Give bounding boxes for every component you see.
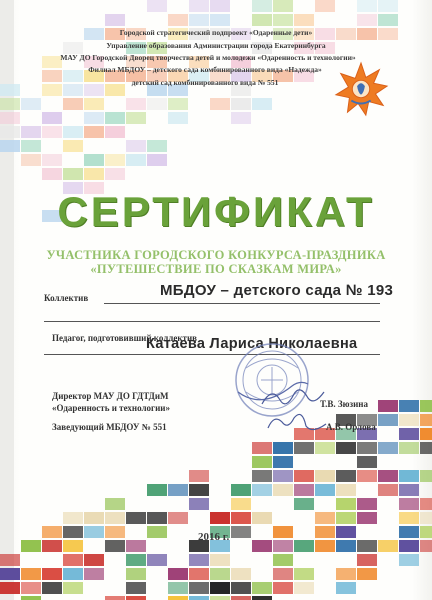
tile	[315, 0, 335, 12]
tile	[357, 456, 377, 468]
tile	[399, 484, 419, 496]
tile	[84, 568, 104, 580]
tile	[399, 414, 419, 426]
header-line-project: Городской стратегический подпроект «Одаренные дети»	[119, 28, 313, 37]
tile	[357, 498, 377, 510]
tile	[273, 456, 293, 468]
tile	[189, 484, 209, 496]
tile	[105, 126, 125, 138]
director-title-line1: Директор МАУ ДО ГДТДиМ	[52, 391, 169, 401]
tile	[420, 498, 432, 510]
tile	[357, 568, 377, 580]
tile	[273, 484, 293, 496]
tile	[420, 400, 432, 412]
tile	[126, 554, 146, 566]
tile	[210, 512, 230, 524]
tile	[273, 442, 293, 454]
tile	[378, 540, 398, 552]
tile	[336, 568, 356, 580]
tile	[42, 126, 62, 138]
tile	[273, 540, 293, 552]
tile	[357, 442, 377, 454]
tile	[210, 98, 230, 110]
tile	[126, 112, 146, 124]
tile	[168, 112, 188, 124]
tile	[42, 582, 62, 594]
tile	[42, 540, 62, 552]
tile	[126, 568, 146, 580]
tile	[231, 98, 251, 110]
tile	[273, 14, 293, 26]
tile	[42, 154, 62, 166]
tile	[189, 554, 209, 566]
tile	[42, 112, 62, 124]
tile	[189, 498, 209, 510]
tile	[378, 442, 398, 454]
tile	[168, 14, 188, 26]
tile	[252, 0, 272, 12]
tile	[210, 554, 230, 566]
tile	[63, 540, 83, 552]
tile	[42, 526, 62, 538]
tile	[21, 126, 41, 138]
tile	[336, 582, 356, 594]
tile	[273, 470, 293, 482]
tile	[273, 554, 293, 566]
teacher-underline	[44, 354, 380, 355]
director-title-line2: «Одаренность и технологии»	[52, 403, 170, 413]
tile	[0, 554, 20, 566]
head-title: Заведующий МБДОУ № 551	[52, 422, 167, 432]
tile	[126, 154, 146, 166]
tile	[378, 414, 398, 426]
tile	[378, 0, 398, 12]
tile	[252, 442, 272, 454]
tile	[315, 526, 335, 538]
tile	[105, 154, 125, 166]
tile	[147, 526, 167, 538]
tile	[378, 484, 398, 496]
tile	[105, 540, 125, 552]
tile	[294, 14, 314, 26]
tile	[21, 540, 41, 552]
tile	[105, 168, 125, 180]
tile	[84, 98, 104, 110]
tile	[252, 484, 272, 496]
tile	[399, 442, 419, 454]
tile	[84, 168, 104, 180]
tile	[336, 540, 356, 552]
tile	[252, 596, 272, 600]
tile	[231, 512, 251, 524]
tile	[420, 540, 432, 552]
tile	[420, 470, 432, 482]
orange-flame-emblem-icon	[332, 60, 390, 118]
tile	[63, 554, 83, 566]
tile	[105, 498, 125, 510]
header-line-palace: МАУ ДО Городской Дворец творчества детей и молодежи «Одаренность и технологии»	[60, 53, 356, 62]
subtitle-contest-name: «ПУТЕШЕСТВИЕ ПО СКАЗКАМ МИРА»	[90, 262, 342, 276]
tile	[0, 98, 20, 110]
tile	[210, 0, 230, 12]
tile	[357, 14, 377, 26]
tile	[126, 98, 146, 110]
tile	[189, 0, 209, 12]
tile	[294, 442, 314, 454]
tile	[84, 112, 104, 124]
tile	[126, 596, 146, 600]
tile	[399, 540, 419, 552]
tile	[105, 14, 125, 26]
header-line-administration: Управление образования Администрации города Екатеринбурга	[106, 41, 326, 50]
tile	[63, 512, 83, 524]
tile	[357, 470, 377, 482]
tile	[147, 512, 167, 524]
tile	[168, 582, 188, 594]
tile	[399, 400, 419, 412]
header-line-kindergarten: детский сад комбинированного вида № 551	[131, 78, 279, 87]
tile	[168, 512, 188, 524]
tile	[21, 596, 41, 600]
tile	[420, 414, 432, 426]
tile	[231, 484, 251, 496]
tile	[399, 428, 419, 440]
tile	[126, 140, 146, 152]
tile	[84, 526, 104, 538]
tile	[189, 582, 209, 594]
tile	[84, 154, 104, 166]
tile	[21, 568, 41, 580]
head-name: А.В. Орлова	[326, 422, 376, 432]
tile	[294, 470, 314, 482]
year: 2016 г.	[198, 531, 230, 543]
tile	[294, 582, 314, 594]
tile	[420, 512, 432, 524]
tile	[357, 554, 377, 566]
tile	[231, 596, 251, 600]
tile	[399, 512, 419, 524]
tile	[231, 526, 251, 538]
tile	[0, 112, 20, 124]
tile	[21, 154, 41, 166]
tile	[42, 168, 62, 180]
tile	[399, 470, 419, 482]
tile	[0, 568, 20, 580]
tile	[357, 540, 377, 552]
tile	[315, 442, 335, 454]
tile	[63, 526, 83, 538]
tile	[273, 582, 293, 594]
tile	[21, 98, 41, 110]
tile	[252, 512, 272, 524]
head-signature	[262, 408, 332, 438]
tile	[63, 568, 83, 580]
tile	[147, 140, 167, 152]
tile	[399, 554, 419, 566]
tile	[336, 442, 356, 454]
tile	[0, 84, 20, 96]
tile	[168, 98, 188, 110]
tile	[42, 568, 62, 580]
tile	[252, 14, 272, 26]
tile	[63, 140, 83, 152]
tile	[231, 498, 251, 510]
tile	[336, 512, 356, 524]
tile	[273, 526, 293, 538]
tile	[84, 126, 104, 138]
tile	[273, 568, 293, 580]
tile	[105, 596, 125, 600]
tile	[168, 484, 188, 496]
tile	[147, 154, 167, 166]
tile	[315, 540, 335, 552]
tile	[168, 568, 188, 580]
tile	[252, 98, 272, 110]
blank-underline	[44, 321, 380, 322]
tile	[399, 526, 419, 538]
collective-label: Коллектив	[44, 293, 89, 303]
tile	[189, 568, 209, 580]
tile	[189, 470, 209, 482]
tile	[189, 14, 209, 26]
tile	[420, 442, 432, 454]
tile	[105, 112, 125, 124]
header-line-branch: Филиал МБДОУ – детского сада комбинированного вида «Надежда»	[88, 65, 322, 74]
tile	[252, 582, 272, 594]
tile	[63, 168, 83, 180]
tile	[105, 526, 125, 538]
tile	[147, 484, 167, 496]
tile	[0, 126, 20, 138]
tile	[126, 540, 146, 552]
tile	[21, 582, 41, 594]
tile	[189, 596, 209, 600]
tile	[315, 470, 335, 482]
tile	[63, 582, 83, 594]
tile	[294, 568, 314, 580]
tile	[0, 582, 20, 594]
tile	[378, 400, 398, 412]
tile	[126, 582, 146, 594]
tile	[357, 0, 377, 12]
tile	[0, 140, 20, 152]
tile	[420, 428, 432, 440]
tile	[420, 526, 432, 538]
tile	[273, 0, 293, 12]
tile	[315, 484, 335, 496]
tile	[84, 554, 104, 566]
tile	[294, 540, 314, 552]
teacher-label: Педагог, подготовивший коллектив	[52, 333, 197, 343]
tile	[147, 0, 167, 12]
tile	[63, 126, 83, 138]
tile	[252, 456, 272, 468]
certificate-title: СЕРТИФИКАТ	[57, 188, 375, 235]
tile	[63, 98, 83, 110]
tile	[231, 112, 251, 124]
tile	[252, 470, 272, 482]
tile	[336, 470, 356, 482]
tile	[210, 14, 230, 26]
tile	[105, 512, 125, 524]
teacher-value: Катаева Лариса Николаевна	[146, 336, 358, 352]
collective-value: МБДОУ – детского сада № 193	[160, 282, 394, 299]
tile	[336, 498, 356, 510]
tile	[126, 512, 146, 524]
tile	[378, 14, 398, 26]
tile	[294, 484, 314, 496]
tile	[147, 554, 167, 566]
tile	[357, 512, 377, 524]
tile	[210, 596, 230, 600]
subtitle-contest: УЧАСТНИКА ГОРОДСКОГО КОНКУРСА-ПРАЗДНИКА	[46, 248, 386, 262]
tile	[168, 596, 188, 600]
tile	[294, 498, 314, 510]
tile	[252, 540, 272, 552]
tile	[231, 582, 251, 594]
tile	[336, 484, 356, 496]
collective-underline	[104, 303, 380, 304]
tile	[399, 498, 419, 510]
tile	[315, 512, 335, 524]
director-name: Т.В. Зюзина	[320, 399, 368, 409]
tile	[336, 526, 356, 538]
tile	[210, 582, 230, 594]
tile	[84, 512, 104, 524]
tile	[21, 140, 41, 152]
tile	[231, 568, 251, 580]
tile	[210, 568, 230, 580]
tile	[147, 98, 167, 110]
tile	[378, 470, 398, 482]
